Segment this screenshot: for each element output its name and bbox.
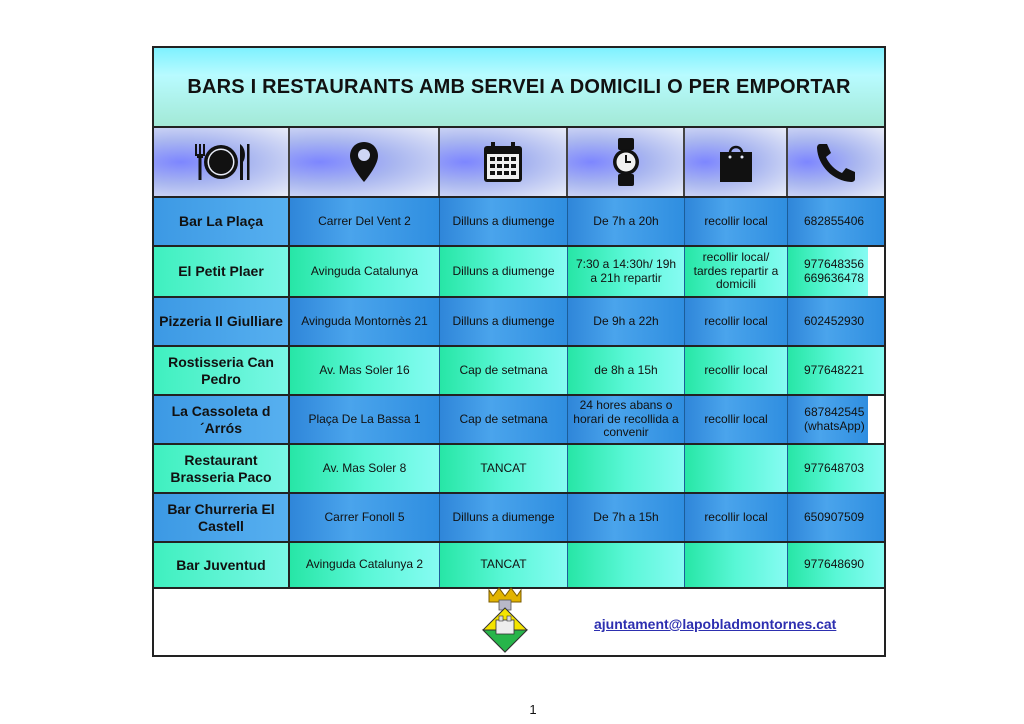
restaurant-hours: 24 hores abans o horari de recollida a convenir xyxy=(568,396,685,443)
restaurant-name: Bar La Plaça xyxy=(154,198,290,245)
restaurant-days: Dilluns a diumenge xyxy=(440,494,568,541)
header-cell-phone xyxy=(788,128,884,196)
restaurant-address: Carrer Fonoll 5 xyxy=(290,494,440,541)
table-row xyxy=(154,298,884,347)
restaurant-phone: 650907509 xyxy=(788,494,884,541)
restaurant-address: Avinguda Catalunya xyxy=(290,247,440,296)
restaurant-service xyxy=(685,445,788,492)
page-number: 1 xyxy=(529,702,537,717)
restaurant-days: Cap de setmana xyxy=(440,396,568,443)
restaurant-address: Carrer Del Vent 2 xyxy=(290,198,440,245)
phone-icon xyxy=(814,141,858,183)
restaurant-days: TANCAT xyxy=(440,543,568,587)
restaurant-phone: 977648703 xyxy=(788,445,884,492)
table-row xyxy=(154,445,884,494)
email-link[interactable]: ajuntament@lapobladmontornes.cat xyxy=(594,616,837,632)
restaurant-address: Avinguda Montornès 21 xyxy=(290,298,440,345)
restaurant-service: recollir local xyxy=(685,396,788,443)
restaurant-days: Dilluns a diumenge xyxy=(440,198,568,245)
restaurant-hours xyxy=(568,445,685,492)
restaurant-name: Restaurant Brasseria Paco xyxy=(154,445,290,492)
restaurant-address: Avinguda Catalunya 2 xyxy=(290,543,440,587)
restaurant-address: Av. Mas Soler 8 xyxy=(290,445,440,492)
header-cell-name xyxy=(154,128,290,196)
table-row xyxy=(154,198,884,247)
restaurant-hours: De 7h a 20h xyxy=(568,198,685,245)
municipal-crest-icon xyxy=(479,586,531,656)
restaurant-days: TANCAT xyxy=(440,445,568,492)
restaurant-phone: 682855406 xyxy=(788,198,884,245)
restaurant-service: recollir local xyxy=(685,494,788,541)
table-row xyxy=(154,247,884,298)
page-title: BARS I RESTAURANTS AMB SERVEI A DOMICILI O PER EMPORTAR xyxy=(154,48,884,128)
plate-cutlery-icon xyxy=(191,140,251,184)
restaurant-name: Bar Churreria El Castell xyxy=(154,494,290,541)
restaurant-phone: 602452930 xyxy=(788,298,884,345)
location-pin-icon xyxy=(349,140,379,184)
restaurant-hours: De 9h a 22h xyxy=(568,298,685,345)
restaurant-hours: De 7h a 15h xyxy=(568,494,685,541)
restaurant-name: La Cassoleta d ´Arrós xyxy=(154,396,290,443)
restaurant-service: recollir local xyxy=(685,298,788,345)
restaurant-phone: 977648221 xyxy=(788,347,884,394)
restaurant-service: recollir local xyxy=(685,347,788,394)
header-icon-row xyxy=(154,128,884,198)
restaurant-hours xyxy=(568,543,685,587)
header-cell-days xyxy=(440,128,568,196)
footer xyxy=(154,590,884,655)
restaurant-hours: 7:30 a 14:30h/ 19h a 21h repartir xyxy=(568,247,685,296)
restaurant-list xyxy=(154,198,884,589)
restaurant-hours: de 8h a 15h xyxy=(568,347,685,394)
restaurant-days: Dilluns a diumenge xyxy=(440,247,568,296)
restaurant-phone: 977648690 xyxy=(788,543,884,587)
restaurant-service: recollir local xyxy=(685,198,788,245)
restaurant-name: Pizzeria Il Giulliare xyxy=(154,298,290,345)
shopping-bag-icon xyxy=(719,141,753,183)
header-cell-hours xyxy=(568,128,685,196)
restaurant-days: Cap de setmana xyxy=(440,347,568,394)
calendar-icon xyxy=(482,140,524,184)
restaurant-sheet xyxy=(152,46,886,657)
restaurant-address: Av. Mas Soler 16 xyxy=(290,347,440,394)
restaurant-name: Bar Juventud xyxy=(154,543,290,587)
restaurant-address: Plaça De La Bassa 1 xyxy=(290,396,440,443)
wristwatch-icon xyxy=(612,138,640,186)
restaurant-days: Dilluns a diumenge xyxy=(440,298,568,345)
table-row xyxy=(154,494,884,543)
header-cell-address xyxy=(290,128,440,196)
header-cell-service xyxy=(685,128,788,196)
restaurant-service: recollir local/ tardes repartir a domicili xyxy=(685,247,788,296)
table-row xyxy=(154,543,884,589)
restaurant-service xyxy=(685,543,788,587)
table-row xyxy=(154,396,884,445)
restaurant-phone: 977648356 669636478 xyxy=(788,247,868,296)
restaurant-phone: 687842545 (whatsApp) xyxy=(788,396,868,443)
table-row xyxy=(154,347,884,396)
restaurant-name: El Petit Plaer xyxy=(154,247,290,296)
restaurant-name: Rostisseria Can Pedro xyxy=(154,347,290,394)
